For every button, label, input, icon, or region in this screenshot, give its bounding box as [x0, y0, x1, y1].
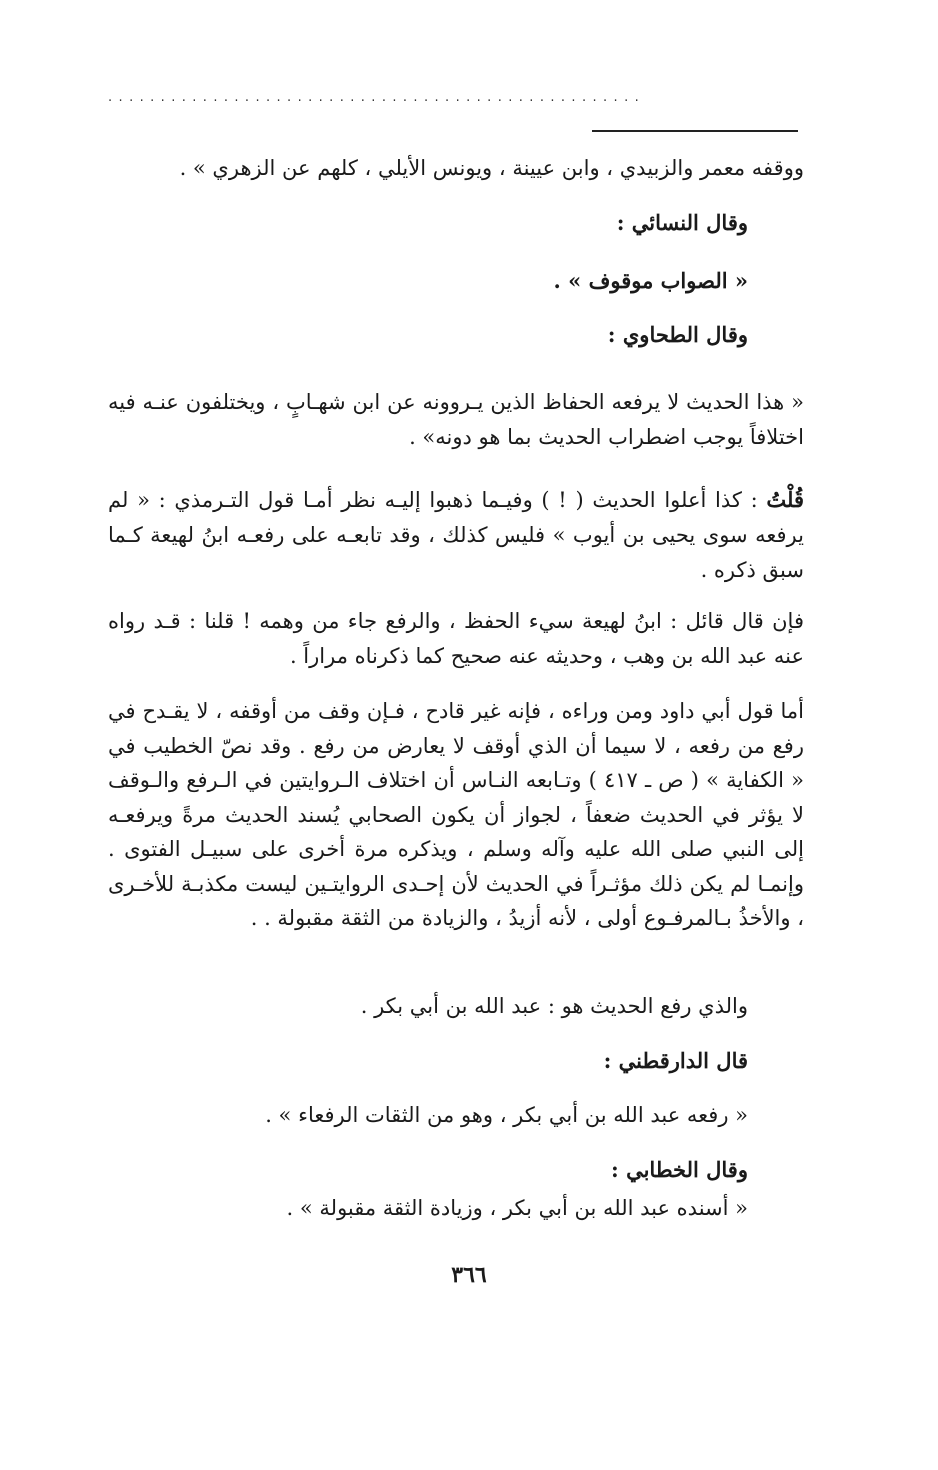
- heading-daraqutni: قال الدارقطني :: [603, 1048, 748, 1073]
- qultu-label: قُلْتُ: [766, 487, 804, 512]
- dotted-separator: ...................................................: [108, 90, 646, 102]
- paragraph-qultu: [108, 482, 804, 588]
- quote-daraqutni: « رفعه عبد الله بن أبي بكر ، وهو من الثقات الرفعاء » .: [265, 1103, 748, 1127]
- text-line-1: ووقفه معمر والزبيدي ، وابن عيينة ، ويونس الأيلي ، كلهم عن الزهري » .: [179, 156, 804, 180]
- heading-nasai: وقال النسائي :: [616, 210, 748, 235]
- footnote-rule: [592, 130, 798, 132]
- quote-nasai: « الصواب موقوف » .: [553, 268, 748, 293]
- text-rafi: والذي رفع الحديث هو : عبد الله بن أبي بكر .: [360, 994, 748, 1018]
- qultu-text: : كذا أعلوا الحديث ( ! ) وفيـما ذهبوا إليـه نظر أمـا قول التـرمذي : « لم يرفعه سوى يحيى بن أيوب » فليس كذلك ، وقد تابعـه على رفعـه ابنُ لهيعة كـما سبق ذكره .: [108, 488, 804, 582]
- quote-khattabi: « أسنده عبد الله بن أبي بكر ، وزيادة الثقة مقبولة » .: [286, 1196, 748, 1220]
- page-number: ٣٦٦: [451, 1262, 487, 1288]
- paragraph-abu-dawud: أما قول أبي داود ومن وراءه ، فإنه غير قادح ، فـإن وقف من أوقفه ، لا يقـدح في رفع من رفعه ، لا سيما أن الذي أوقف لا يعارض من رفع . وقد نصّ الخطيب في « الكفاية » ( ص ـ ٤١٧ ) وتـابعه النـاس أن اختلاف الـروايتين في الـرفع والـوقف لا يؤثر في الحديث ضعفاً ، لجواز أن يكون الصحابي يُسند الحديث مرةً ويرفعـه إلى النبي صلى الله عليه وآله وسلم ، ويذكره مرة أخرى على سبيـل الفتوى . وإنمـا لم يكن ذلك مؤثـراً في الحديث لأن إحـدى الروايتـين ليست مكذبـة للأخـرى ، والأخذُ بـالمرفـوع أولى ، لأنه أزيدُ ، والزيادة من الثقة مقبولة . .: [108, 699, 804, 930]
- heading-khattabi: وقال الخطابي :: [611, 1157, 748, 1182]
- heading-tahawi: وقال الطحاوي :: [607, 322, 748, 347]
- paragraph-tahawi-quote: « هذا الحديث لا يرفعه الحفاظ الذين يـروونه عن ابن شهـابٍ ، ويختلفون عنـه فيه اختلافاً يوجب اضطراب الحديث بما هو دونه» .: [108, 390, 804, 449]
- paragraph-ibn-lahia: فإن قال قائل : ابنُ لهيعة سيء الحفظ ، والرفع جاء من وهمه ! قلنا : قـد رواه عنه عبد الله بن وهب ، وحديثه عنه صحيح كما ذكرناه مراراً .: [108, 609, 804, 668]
